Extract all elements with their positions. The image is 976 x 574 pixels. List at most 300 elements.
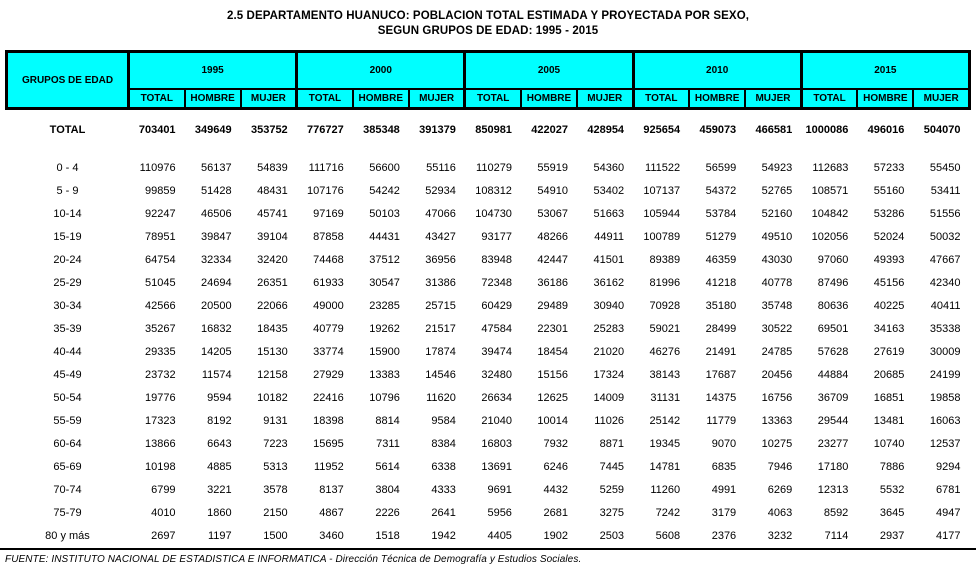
value-cell: 42447: [537, 254, 568, 266]
table-row-70-74: [7, 479, 970, 502]
value-cell: 47584: [481, 323, 512, 335]
value-cell: 45741: [257, 208, 288, 220]
sub-header-1995-total: TOTAL: [129, 89, 185, 108]
row-label: 65-69: [53, 461, 82, 473]
title-block: [0, 0, 976, 39]
table-row-50-54: [7, 387, 970, 410]
sub-header-2005-mujer: MUJER: [577, 89, 633, 108]
value-cell: 46506: [201, 208, 232, 220]
value-cell: 40411: [930, 300, 961, 312]
value-cell: 99859: [144, 185, 176, 197]
value-cell: 102056: [811, 231, 849, 243]
value-cell: 29544: [817, 415, 849, 427]
value-cell: 466581: [755, 124, 793, 136]
value-cell: 30009: [929, 346, 961, 358]
value-cell: 13481: [873, 415, 905, 427]
value-cell: 27619: [873, 346, 905, 358]
value-cell: 53411: [930, 185, 961, 197]
value-cell: 40778: [761, 277, 793, 289]
table-row-80ymás: [7, 525, 970, 548]
value-cell: 50032: [929, 231, 961, 243]
value-cell: 42340: [929, 277, 961, 289]
value-cell: 17324: [593, 369, 625, 381]
value-cell: 8384: [431, 438, 456, 450]
value-cell: 776727: [307, 124, 344, 136]
table-row-30-34: [7, 295, 970, 318]
value-cell: 2226: [375, 507, 400, 519]
value-cell: 54372: [705, 185, 737, 197]
row-label: 20-24: [53, 254, 82, 266]
value-cell: 3460: [319, 530, 344, 542]
value-cell: 39104: [257, 231, 288, 243]
value-cell: 56600: [369, 162, 400, 174]
age-group-column-header: GRUPOS DE EDAD: [7, 52, 129, 109]
value-cell: 54360: [593, 162, 625, 174]
value-cell: 11620: [426, 392, 456, 404]
value-cell: 10796: [369, 392, 400, 404]
value-cell: 41501: [593, 254, 625, 266]
sub-header-row: [7, 89, 970, 108]
value-cell: 10182: [257, 392, 288, 404]
value-cell: 112683: [812, 162, 849, 174]
value-cell: 22416: [313, 392, 344, 404]
value-cell: 10198: [144, 461, 176, 473]
value-cell: 2697: [151, 530, 176, 542]
value-cell: 74468: [313, 254, 344, 266]
value-cell: 83948: [481, 254, 512, 266]
value-cell: 54242: [369, 185, 400, 197]
value-cell: 5313: [263, 461, 288, 473]
value-cell: 1860: [207, 507, 232, 519]
value-cell: 26634: [481, 392, 512, 404]
value-cell: 6269: [767, 484, 793, 496]
value-cell: 30522: [761, 323, 793, 335]
table-row-40-44: [7, 341, 970, 364]
value-cell: 81996: [649, 277, 681, 289]
value-cell: 17180: [817, 461, 849, 473]
value-cell: 89389: [649, 254, 681, 266]
value-cell: 52024: [873, 231, 905, 243]
sub-header-2010-hombre: HOMBRE: [689, 89, 745, 108]
value-cell: 8137: [319, 484, 344, 496]
value-cell: 39847: [201, 231, 232, 243]
year-header-2005: 2005: [465, 52, 633, 90]
value-cell: 51663: [593, 208, 625, 220]
value-cell: 19262: [369, 323, 400, 335]
year-header-1995: 1995: [129, 52, 297, 90]
value-cell: 53286: [873, 208, 905, 220]
value-cell: 26351: [257, 277, 288, 289]
value-cell: 55116: [426, 162, 456, 174]
year-header-2015: 2015: [801, 52, 969, 90]
value-cell: 43427: [425, 231, 456, 243]
value-cell: 38143: [649, 369, 681, 381]
value-cell: 93177: [481, 231, 512, 243]
value-cell: 49510: [761, 231, 793, 243]
value-cell: 105944: [643, 208, 681, 220]
value-cell: 4991: [711, 484, 737, 496]
value-cell: 22066: [257, 300, 288, 312]
value-cell: 35180: [705, 300, 737, 312]
value-cell: 55160: [873, 185, 905, 197]
value-cell: 23277: [817, 438, 849, 450]
value-cell: 32334: [201, 254, 232, 266]
value-cell: 3804: [375, 484, 400, 496]
value-cell: 16832: [201, 323, 232, 335]
value-cell: 6643: [207, 438, 232, 450]
value-cell: 15900: [369, 346, 400, 358]
value-cell: 7311: [376, 438, 400, 450]
value-cell: 2503: [599, 530, 625, 542]
source-note: FUENTE: INSTITUTO NACIONAL DE ESTADISTICA E INFORMATICA - Dirección Técnica de Demografía y Estudios Sociales.: [5, 553, 582, 565]
value-cell: 18454: [537, 346, 568, 358]
value-cell: 4063: [767, 507, 793, 519]
value-cell: 92247: [144, 208, 176, 220]
value-cell: 15695: [313, 438, 344, 450]
value-cell: 9691: [487, 484, 512, 496]
value-cell: 24785: [761, 346, 793, 358]
row-label: TOTAL: [49, 124, 86, 136]
value-cell: 8592: [823, 507, 849, 519]
value-cell: 428954: [587, 124, 625, 136]
sub-header-2000-hombre: HOMBRE: [353, 89, 409, 108]
value-cell: 4333: [431, 484, 456, 496]
value-cell: 34163: [873, 323, 905, 335]
value-cell: 6799: [151, 484, 176, 496]
value-cell: 21040: [481, 415, 512, 427]
row-label: 35-39: [53, 323, 82, 335]
value-cell: 6835: [711, 461, 737, 473]
table-title-line1: 2.5 DEPARTAMENTO HUANUCO: POBLACION TOTAL ESTIMADA Y PROYECTADA POR SEXO,: [226, 10, 750, 22]
value-cell: 100789: [643, 231, 681, 243]
value-cell: 104730: [475, 208, 512, 220]
table-row-5-9: [7, 180, 970, 203]
value-cell: 13691: [481, 461, 512, 473]
value-cell: 391379: [419, 124, 456, 136]
value-cell: 97169: [313, 208, 344, 220]
table-row-45-49: [7, 364, 970, 387]
value-cell: 55919: [537, 162, 568, 174]
value-cell: 6246: [543, 461, 568, 473]
value-cell: 9070: [711, 438, 737, 450]
table-row-15-19: [7, 226, 970, 249]
table-row-60-64: [7, 433, 970, 456]
value-cell: 12625: [537, 392, 568, 404]
value-cell: 9594: [207, 392, 232, 404]
row-label: 5 - 9: [56, 185, 79, 197]
value-cell: 5532: [879, 484, 905, 496]
value-cell: 15130: [257, 346, 288, 358]
value-cell: 10740: [873, 438, 905, 450]
value-cell: 12158: [257, 369, 288, 381]
row-label: 40-44: [53, 346, 82, 358]
row-label: 75-79: [53, 507, 82, 519]
value-cell: 3275: [599, 507, 625, 519]
value-cell: 5956: [487, 507, 512, 519]
value-cell: 52160: [761, 208, 793, 220]
sub-header-2000-total: TOTAL: [297, 89, 353, 108]
table-title-line2: SEGUN GRUPOS DE EDAD: 1995 - 2015: [377, 25, 599, 37]
value-cell: 61933: [313, 277, 344, 289]
value-cell: 46276: [649, 346, 681, 358]
table-row-0-4: [7, 157, 970, 180]
table-row-20-24: [7, 249, 970, 272]
value-cell: 39474: [481, 346, 512, 358]
value-cell: 32480: [481, 369, 512, 381]
value-cell: 7886: [879, 461, 905, 473]
value-cell: 13866: [144, 438, 176, 450]
table-row-35-39: [7, 318, 970, 341]
value-cell: 13363: [761, 415, 793, 427]
value-cell: 49393: [873, 254, 905, 266]
value-cell: 54839: [257, 162, 288, 174]
value-cell: 35748: [761, 300, 793, 312]
value-cell: 51556: [929, 208, 961, 220]
value-cell: 27929: [313, 369, 344, 381]
value-cell: 353752: [250, 124, 288, 136]
value-cell: 14781: [649, 461, 681, 473]
value-cell: 51428: [201, 185, 232, 197]
year-header-row: [7, 52, 970, 90]
value-cell: 19345: [649, 438, 681, 450]
value-cell: 1500: [263, 530, 288, 542]
year-header-2010: 2010: [633, 52, 801, 90]
value-cell: 1942: [431, 530, 456, 542]
value-cell: 60429: [481, 300, 512, 312]
value-cell: 33774: [313, 346, 344, 358]
value-cell: 5608: [655, 530, 681, 542]
value-cell: 46359: [705, 254, 737, 266]
value-cell: 80636: [817, 300, 849, 312]
sub-header-2005-hombre: HOMBRE: [521, 89, 577, 108]
row-label: 70-74: [53, 484, 82, 496]
sub-header-1995-mujer: MUJER: [241, 89, 297, 108]
value-cell: 6781: [936, 484, 961, 496]
value-cell: 31386: [425, 277, 456, 289]
value-cell: 20456: [761, 369, 793, 381]
table-body: [7, 109, 970, 548]
value-cell: 17687: [705, 369, 737, 381]
value-cell: 110976: [139, 162, 176, 174]
value-cell: 35338: [929, 323, 961, 335]
value-cell: 49000: [313, 300, 344, 312]
value-cell: 87496: [817, 277, 849, 289]
value-cell: 43030: [761, 254, 793, 266]
value-cell: 1518: [375, 530, 400, 542]
value-cell: 110279: [476, 162, 512, 174]
value-cell: 2937: [879, 530, 905, 542]
value-cell: 48431: [257, 185, 288, 197]
row-label: 0 - 4: [56, 162, 79, 174]
value-cell: 504070: [923, 124, 961, 136]
value-cell: 5614: [375, 461, 400, 473]
table-row-10-14: [7, 203, 970, 226]
value-cell: 14205: [201, 346, 232, 358]
value-cell: 44884: [817, 369, 849, 381]
sub-header-2000-mujer: MUJER: [409, 89, 465, 108]
value-cell: 4885: [207, 461, 232, 473]
value-cell: 6338: [431, 461, 456, 473]
value-cell: 31131: [650, 392, 681, 404]
value-cell: 35267: [144, 323, 176, 335]
value-cell: 22301: [537, 323, 568, 335]
value-cell: 32420: [257, 254, 288, 266]
value-cell: 385348: [363, 124, 400, 136]
value-cell: 44431: [369, 231, 400, 243]
value-cell: 18435: [257, 323, 288, 335]
value-cell: 7114: [824, 530, 849, 542]
row-label: 25-29: [53, 277, 82, 289]
value-cell: 2641: [431, 507, 456, 519]
row-label: 55-59: [53, 415, 82, 427]
value-cell: 21491: [705, 346, 737, 358]
table-row-75-79: [7, 502, 970, 525]
value-cell: 496016: [867, 124, 905, 136]
value-cell: 3578: [263, 484, 288, 496]
value-cell: 2150: [263, 507, 288, 519]
value-cell: 11026: [594, 415, 625, 427]
value-cell: 3645: [879, 507, 905, 519]
value-cell: 41218: [705, 277, 737, 289]
row-label: 80 y más: [45, 530, 90, 542]
value-cell: 57233: [873, 162, 905, 174]
value-cell: 8814: [375, 415, 400, 427]
value-cell: 24694: [201, 277, 232, 289]
value-cell: 51045: [144, 277, 176, 289]
sub-header-2015-hombre: HOMBRE: [857, 89, 913, 108]
value-cell: 14546: [425, 369, 456, 381]
value-cell: 50103: [369, 208, 400, 220]
value-cell: 28499: [705, 323, 737, 335]
value-cell: 11779: [706, 415, 737, 427]
value-cell: 25142: [649, 415, 681, 427]
value-cell: 17323: [144, 415, 176, 427]
value-cell: 9294: [936, 461, 961, 473]
value-cell: 17874: [425, 346, 456, 358]
value-cell: 16803: [481, 438, 512, 450]
value-cell: 9131: [263, 415, 288, 427]
value-cell: 47066: [425, 208, 456, 220]
value-cell: 107137: [643, 185, 681, 197]
sub-header-2010-total: TOTAL: [633, 89, 689, 108]
value-cell: 53784: [705, 208, 737, 220]
value-cell: 54910: [537, 185, 568, 197]
value-cell: 108571: [811, 185, 849, 197]
value-cell: 70928: [649, 300, 681, 312]
value-cell: 7946: [767, 461, 793, 473]
value-cell: 5259: [599, 484, 625, 496]
value-cell: 850981: [475, 124, 512, 136]
value-cell: 36162: [593, 277, 625, 289]
value-cell: 37512: [369, 254, 400, 266]
table-row-65-69: [7, 456, 970, 479]
sub-header-2015-mujer: MUJER: [913, 89, 969, 108]
value-cell: 11574: [201, 369, 232, 381]
value-cell: 52934: [425, 185, 456, 197]
sub-header-2005-total: TOTAL: [465, 89, 521, 108]
value-cell: 40779: [313, 323, 344, 335]
value-cell: 107176: [307, 185, 344, 197]
value-cell: 2681: [543, 507, 568, 519]
value-cell: 20685: [873, 369, 905, 381]
value-cell: 19858: [929, 392, 961, 404]
value-cell: 87858: [313, 231, 344, 243]
value-cell: 18398: [313, 415, 344, 427]
value-cell: 4177: [936, 530, 961, 542]
value-cell: 10275: [761, 438, 793, 450]
value-cell: 57628: [817, 346, 849, 358]
value-cell: 459073: [699, 124, 737, 136]
sub-header-2010-mujer: MUJER: [745, 89, 801, 108]
value-cell: 12537: [929, 438, 961, 450]
value-cell: 703401: [138, 124, 176, 136]
value-cell: 25283: [593, 323, 625, 335]
row-label: 10-14: [53, 208, 82, 220]
value-cell: 48266: [537, 231, 568, 243]
value-cell: 56599: [705, 162, 737, 174]
value-cell: 24199: [929, 369, 961, 381]
value-cell: 4405: [487, 530, 512, 542]
value-cell: 4867: [319, 507, 344, 519]
row-label: 15-19: [53, 231, 82, 243]
value-cell: 422027: [531, 124, 568, 136]
value-cell: 29335: [144, 346, 176, 358]
value-cell: 14009: [593, 392, 625, 404]
value-cell: 97060: [817, 254, 849, 266]
value-cell: 30547: [369, 277, 400, 289]
value-cell: 53067: [537, 208, 568, 220]
value-cell: 16851: [873, 392, 905, 404]
value-cell: 111522: [645, 162, 681, 174]
value-cell: 7223: [263, 438, 288, 450]
value-cell: 7445: [599, 461, 625, 473]
table-row-total: [7, 109, 970, 157]
value-cell: 11260: [650, 484, 681, 496]
sub-header-2015-total: TOTAL: [801, 89, 857, 108]
value-cell: 1197: [207, 530, 232, 542]
value-cell: 7242: [655, 507, 681, 519]
value-cell: 45156: [873, 277, 905, 289]
value-cell: 54923: [761, 162, 793, 174]
table-row-55-59: [7, 410, 970, 433]
value-cell: 47667: [929, 254, 961, 266]
value-cell: 11952: [313, 461, 344, 473]
value-cell: 16063: [929, 415, 961, 427]
value-cell: 104842: [811, 208, 849, 220]
value-cell: 7932: [543, 438, 568, 450]
value-cell: 4010: [151, 507, 176, 519]
value-cell: 20500: [201, 300, 232, 312]
value-cell: 21020: [593, 346, 625, 358]
value-cell: 3179: [711, 507, 737, 519]
value-cell: 14375: [705, 392, 737, 404]
value-cell: 16756: [761, 392, 793, 404]
population-table: [5, 50, 971, 548]
table-row-25-29: [7, 272, 970, 295]
value-cell: 29489: [537, 300, 568, 312]
value-cell: 55450: [929, 162, 961, 174]
value-cell: 111716: [308, 162, 344, 174]
row-label: 50-54: [53, 392, 82, 404]
value-cell: 1000086: [805, 124, 849, 136]
year-header-2000: 2000: [297, 52, 465, 90]
value-cell: 53402: [593, 185, 625, 197]
value-cell: 108312: [475, 185, 512, 197]
value-cell: 4432: [543, 484, 568, 496]
value-cell: 23285: [369, 300, 400, 312]
value-cell: 349649: [194, 124, 232, 136]
value-cell: 3221: [207, 484, 232, 496]
